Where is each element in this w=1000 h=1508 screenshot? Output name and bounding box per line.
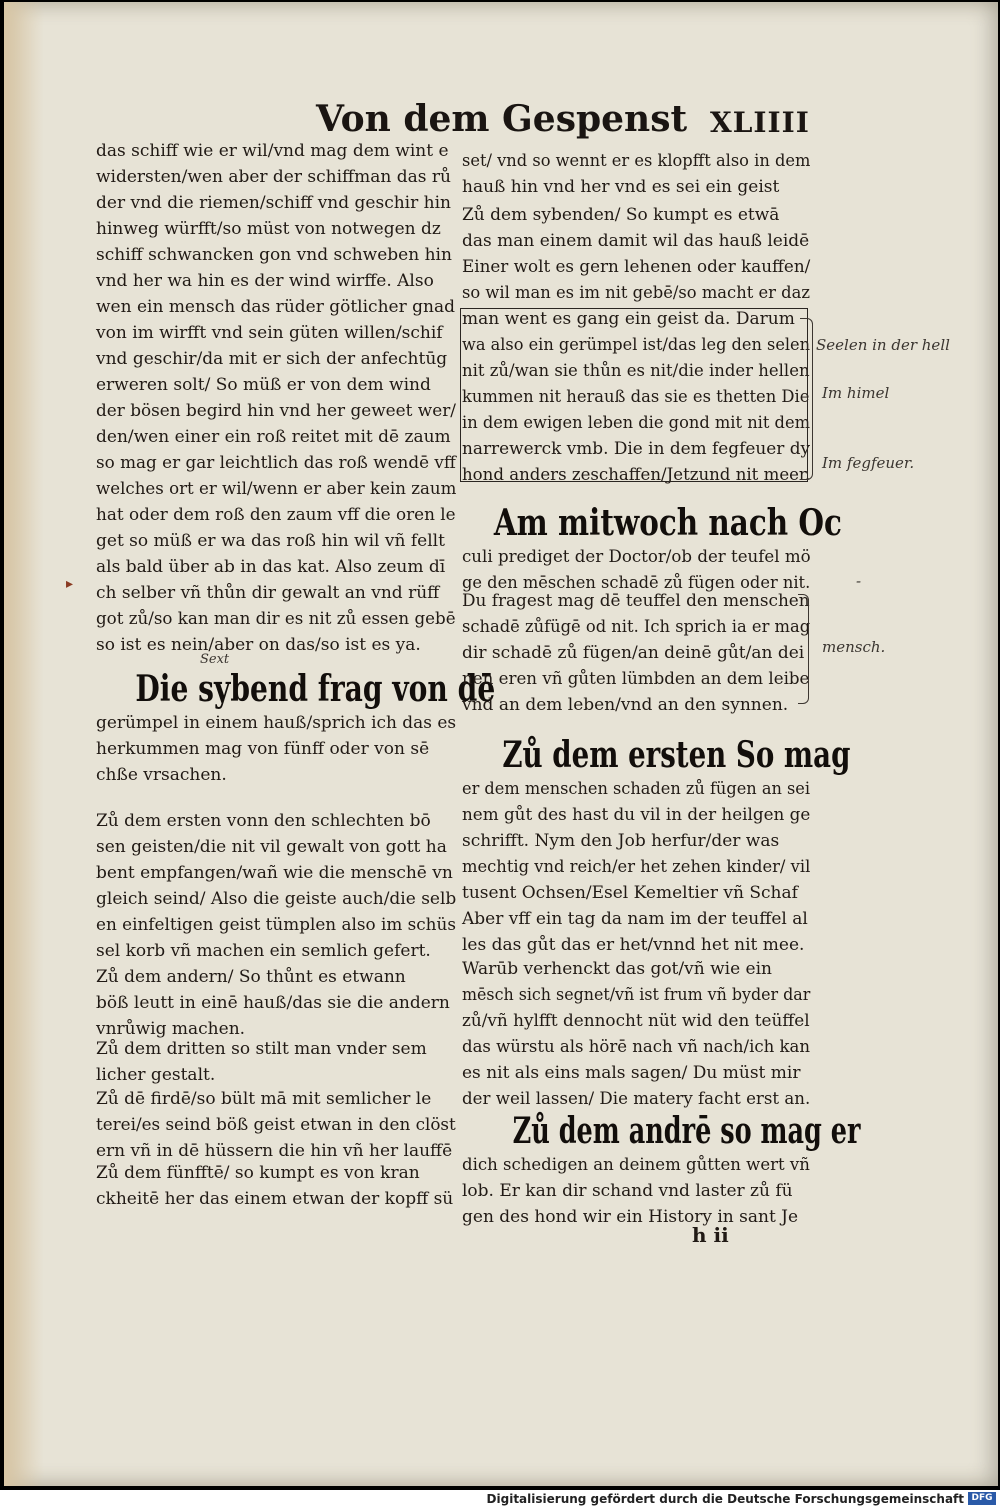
text-line: nit zů/wan sie thůn es nit/die inder hellen <box>462 361 810 381</box>
text-line: vnd her wa hin es der wind wirffe. Also <box>96 271 434 291</box>
text-line: gen des hond wir ein History in sant Je <box>462 1207 799 1227</box>
text-line: sen geisten/die nit vil gewalt von gott ha <box>96 837 447 857</box>
text-line: Zů dē firdē/so bült mā mit semlicher le <box>96 1089 432 1109</box>
text-line: les das gůt das er het/vnnd het nit mee. <box>462 935 805 955</box>
text-line: gleich seind/ Also die geiste auch/die selb <box>96 889 457 909</box>
text-line: vnd geschir/da mit er sich der anfechtūg <box>96 349 448 369</box>
text-line: lob. Er kan dir schand vnd laster zů fü <box>462 1181 793 1201</box>
text-line: ckheitē her das einem etwan der kopff sü <box>96 1189 454 1209</box>
right-section-heading-2 <box>462 734 851 958</box>
left-paragraph-6 <box>96 1160 456 1212</box>
text-line: man went es gang ein geist da. Darum <box>462 309 795 329</box>
text-line: mēsch sich segnet/vñ ist frum vñ byder dar <box>462 985 811 1005</box>
text-line: chße vrsachen. <box>96 765 227 785</box>
text-line: bent empfangen/wañ wie die menschē vn <box>96 863 453 883</box>
text-line: set/ vnd so wennt er es klopfft also in dem <box>462 151 811 171</box>
text-line: wen ein mensch das rüder götlicher gnad <box>96 297 455 317</box>
margin-note-3: Im fegfeuer. <box>822 454 915 472</box>
text-line: dir schadē zů fügen/an deinē gůt/an dei <box>462 643 805 663</box>
text-line: narrewerck vmb. Die in dem fegfeuer dy <box>462 439 811 459</box>
text-line: licher gestalt. <box>96 1065 216 1085</box>
text-line: widersten/wen aber der schiffman das rů <box>96 167 451 187</box>
right-paragraph-3 <box>462 588 810 718</box>
text-line: hat oder dem roß den zaum vff die oren le <box>96 505 456 525</box>
text-line: got zů/so kan man dir es nit zů essen gebē <box>96 609 456 629</box>
text-line: Zů dem ersten vonn den schlechten bō <box>96 811 431 831</box>
left-section-heading <box>96 668 496 788</box>
text-line: es nit als eins mals sagen/ Du müst mir <box>462 1063 801 1083</box>
text-line: vnrůwig machen. <box>96 1019 246 1039</box>
book-page <box>4 2 998 1486</box>
text-line: er dem menschen schaden zů fügen an sei <box>462 779 811 799</box>
text-line: Zů dem dritten so stilt man vnder sem <box>96 1039 427 1059</box>
text-line: Warūb verhenckt das got/vñ wie ein <box>462 959 772 979</box>
footer-credit: Digitalisierung gefördert durch die Deutsche Forschungsgemeinschaft <box>486 1492 964 1506</box>
running-title: Von dem Gespenst <box>316 98 688 140</box>
section-heading: Zů dem andrē so mag er <box>512 1110 861 1152</box>
right-paragraph-4 <box>462 956 810 1112</box>
text-line: culi prediget der Doctor/ob der teufel mö <box>462 547 811 567</box>
text-line: terei/es seind böß geist etwan in den clöst <box>96 1115 456 1135</box>
text-line: nen eren vñ gůten lümbden an dem leibe <box>462 669 810 689</box>
text-line: böß leutt in einē hauß/das sie die andern <box>96 993 450 1013</box>
text-line: den/wen einer ein roß reitet mit dē zaum <box>96 427 451 447</box>
right-paragraph-1 <box>462 148 810 200</box>
right-section-heading-3 <box>462 1110 861 1230</box>
text-line: das man einem damit wil das hauß leidē <box>462 231 810 251</box>
text-line: vnd an dem leben/vnd an den synnen. <box>462 695 789 715</box>
text-line: dich schedigen an deinem gůtten wert vñ <box>462 1155 810 1175</box>
section-heading: Zů dem ersten So mag <box>502 734 851 776</box>
text-line: Zů dem sybenden/ So kumpt es etwā <box>462 205 780 225</box>
text-line: zů/vñ hylfft dennocht nüt wid den teüffel <box>462 1011 810 1031</box>
text-line: hinweg würfft/so müst von notwegen dz <box>96 219 441 239</box>
text-line: sel korb vñ machen ein semlich gefert. <box>96 941 431 961</box>
left-paragraph-4 <box>96 1036 456 1088</box>
text-line: schiff schwancken gon vnd schweben hin <box>96 245 452 265</box>
text-line: das würstu als hörē nach vñ nach/ich kan <box>462 1037 811 1057</box>
text-line: tusent Ochsen/Esel Kemeltier vñ Schaf <box>462 883 798 903</box>
text-line: der weil lassen/ Die matery facht erst an. <box>462 1089 811 1109</box>
dfg-logo-icon: DFG <box>968 1492 996 1505</box>
text-line: nem gůt des hast du vil in der heilgen ge <box>462 805 811 825</box>
right-section-heading-1 <box>462 502 842 596</box>
text-line: herkummen mag von fünff oder von sē <box>96 739 430 759</box>
left-paragraph-5 <box>96 1086 456 1164</box>
text-line: so mag er gar leichtlich das roß wendē vff <box>96 453 456 473</box>
left-paragraph-3 <box>96 964 456 1042</box>
text-line: hauß hin vnd her vnd es sei ein geist <box>462 177 780 197</box>
text-line: kummen nit herauß das sie es thetten Die <box>462 387 810 407</box>
text-line: Aber vff ein tag da nam im der teuffel al <box>462 909 808 929</box>
margin-note-1: Seelen in der hell <box>816 336 950 354</box>
margin-pointer-icon: ▸ <box>66 576 74 592</box>
text-line: erweren solt/ So müß er von dem wind <box>96 375 431 395</box>
text-line: so wil man es im nit gebē/so macht er daz <box>462 283 810 303</box>
text-line: wa also ein gerümpel ist/das leg den selen <box>462 335 811 355</box>
text-line: Du fragest mag dē teuffel den menschen <box>462 591 810 611</box>
text-line: ern vñ in dē hüssern die hin vñ her lauffē <box>96 1141 453 1161</box>
text-line: das schiff wie er wil/vnd mag dem wint e <box>96 141 449 161</box>
left-paragraph-2 <box>96 808 456 964</box>
text-line: en einfeltigen geist tümplen also im schüs <box>96 915 456 935</box>
text-line: schadē zůfügē od nit. Ich sprich ia er mag <box>462 617 811 637</box>
text-line: get so müß er wa das roß hin wil vñ fellt <box>96 531 445 551</box>
margin-note-5: mensch. <box>822 638 886 656</box>
margin-note-6: Sext <box>200 652 230 667</box>
text-line: ge den mēschen schadē zů fügen oder nit. <box>462 573 811 593</box>
text-line: in dem ewigen leben die gond mit nit dem <box>462 413 810 433</box>
text-line: von im wirfft vnd sein güten willen/schif <box>96 323 443 343</box>
text-line: ch selber vñ thůn dir gewalt an vnd rüff <box>96 583 440 603</box>
margin-note-4: - <box>856 572 862 590</box>
signature-text: h ii <box>692 1223 729 1247</box>
section-heading: Die sybend frag von dē <box>135 668 496 710</box>
text-line: als bald über ab in das kat. Also zeum dī <box>96 557 446 577</box>
text-line: mechtig vnd reich/er het zehen kinder/ vil <box>462 857 811 877</box>
text-line: welches ort er wil/wenn er aber kein zaum <box>96 479 457 499</box>
text-line: der vnd die riemen/schiff vnd geschir hin <box>96 193 451 213</box>
text-line: der bösen begird hin vnd her geweet wer/ <box>96 401 456 421</box>
margin-bracket <box>798 594 809 704</box>
margin-note-2: Im himel <box>822 384 890 402</box>
section-heading: Am mitwoch nach Oc <box>493 502 842 544</box>
signature-mark <box>692 1222 792 1248</box>
text-line: Zů dem andern/ So thůnt es etwann <box>96 967 406 987</box>
text-line: Einer wolt es gern lehenen oder kauffen/ <box>462 257 811 277</box>
text-line: hond anders zeschaffen/Jetzund nit meer. <box>462 465 811 485</box>
text-line: so ist es nein/aber on das/so ist es ya. <box>96 635 421 655</box>
boxed-passage-outline <box>460 308 811 482</box>
text-line: Zů dem fünfftē/ so kumpt es von kran <box>96 1163 420 1183</box>
text-line: schrifft. Nym den Job herfur/der was <box>462 831 780 851</box>
page-gutter-shadow <box>4 2 44 1486</box>
left-paragraph-1 <box>96 138 456 658</box>
text-line: gerümpel in einem hauß/sprich ich das es <box>96 713 457 733</box>
margin-bracket <box>800 318 813 480</box>
folio-number: XLIIII <box>710 106 810 139</box>
